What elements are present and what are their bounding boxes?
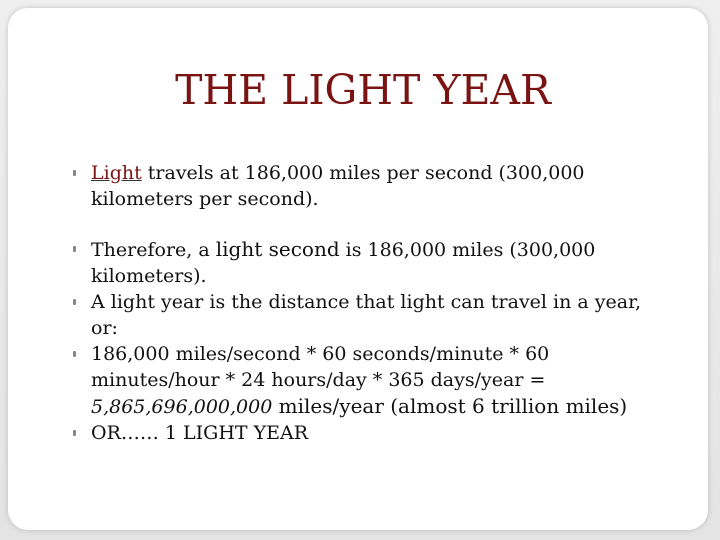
bullet-text-suffix: miles/year (almost 6 trillion miles) [272, 394, 628, 418]
slide-title: THE LIGHT YEAR [175, 66, 551, 114]
bullet-item-3 [73, 289, 663, 341]
bullet-icon [73, 170, 76, 176]
bullet-icon [73, 351, 76, 357]
bullet-emphasis: light second [215, 237, 340, 261]
bullet-item-1 [73, 160, 663, 212]
light-link[interactable]: Light [91, 162, 142, 184]
bullet-item-2 [73, 236, 663, 289]
bullet-icon [73, 430, 76, 436]
bullet-icon [73, 246, 76, 252]
bullet-text: 186,000 miles/second * 60 seconds/minute * 60 minutes/hour * 24 hours/day * 365 days/year = [91, 343, 550, 391]
bullet-icon [73, 299, 76, 305]
bullet-text: OR…… 1 LIGHT YEAR [91, 422, 309, 444]
bullet-text: A light year is the distance that light can travel in a year, or: [91, 291, 642, 339]
bullet-list [73, 160, 663, 446]
bullet-text: travels at 186,000 miles per second (300,000 kilometers per second). [91, 162, 585, 210]
bullet-number: 5,865,696,000,000 [91, 396, 273, 418]
bullet-text-suffix: is 186,000 miles (300,000 kilometers). [91, 239, 596, 287]
bullet-text-prefix: Therefore, a [91, 239, 216, 261]
bullet-item-5 [73, 420, 663, 446]
bullet-item-4 [73, 341, 663, 420]
